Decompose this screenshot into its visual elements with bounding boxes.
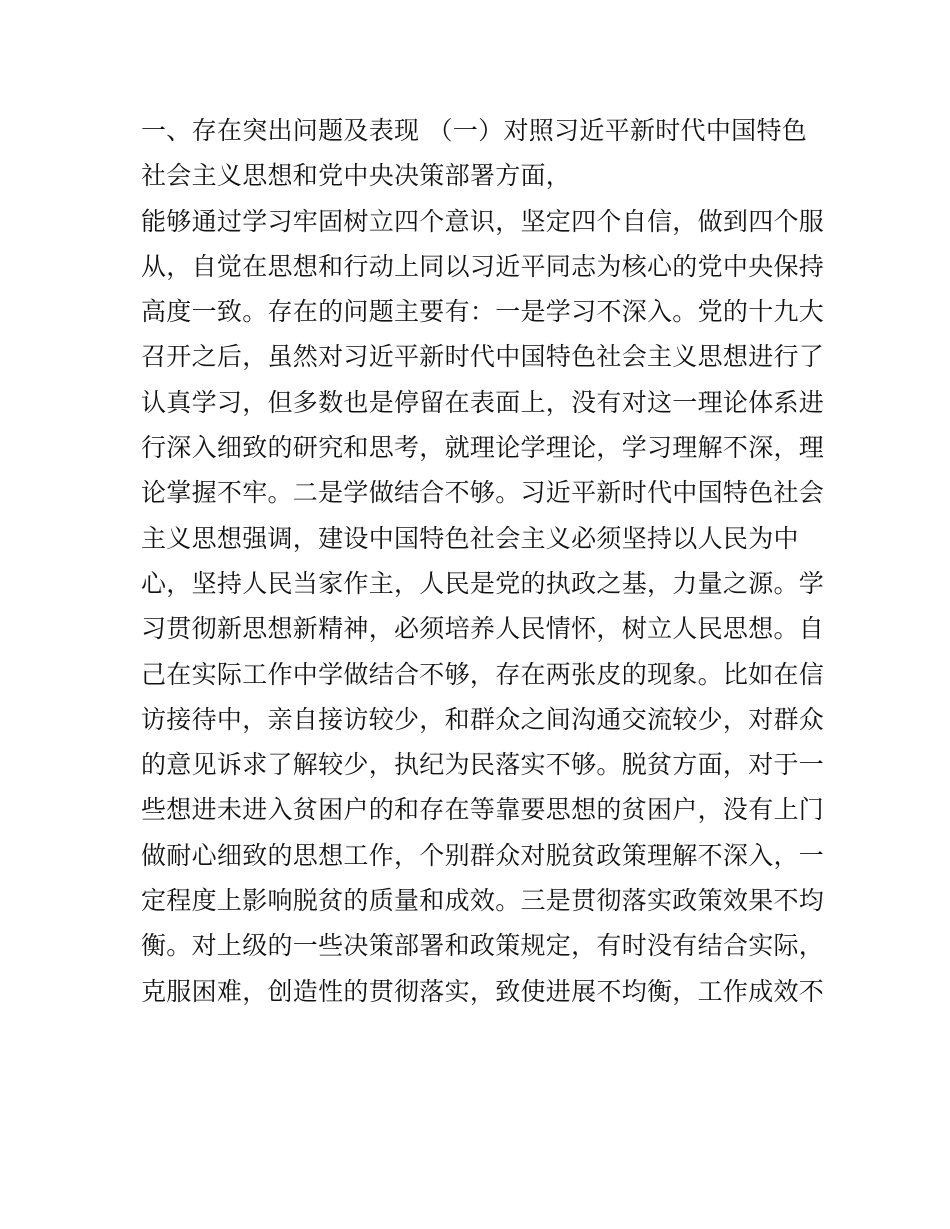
text-line: 访接待中，亲自接访较少，和群众之间沟通交流较少，对群众	[141, 704, 825, 734]
text-line: 些想进未进入贫困户的和存在等靠要思想的贫困户，没有上门	[141, 795, 825, 825]
text-line: 的意见诉求了解较少，执纪为民落实不够。脱贫方面，对于一	[141, 750, 825, 780]
text-line: 克服困难，创造性的贯彻落实，致使进展不均衡，工作成效不	[141, 976, 825, 1006]
text-line: 一、存在突出问题及表现 （一）对照习近平新时代中国特色	[141, 116, 808, 145]
text-line: 己在实际工作中学做结合不够，存在两张皮的现象。比如在信	[141, 659, 825, 689]
text-line: 习贯彻新思想新精神，必须培养人民情怀，树立人民思想。自	[141, 614, 825, 644]
text-line: 从，自觉在思想和行动上同以习近平同志为核心的党中央保持	[141, 251, 825, 281]
text-line: 主义思想强调，建设中国特色社会主义必须坚持以人民为中	[141, 523, 799, 553]
text-line: 论掌握不牢。二是学做结合不够。习近平新时代中国特色社会	[141, 478, 825, 508]
text-line: 行深入细致的研究和思考，就理论学理论，学习理解不深，理	[141, 433, 825, 463]
text-line: 心，坚持人民当家作主，人民是党的执政之基，力量之源。学	[141, 568, 825, 598]
text-line: 做耐心细致的思想工作，个别群众对脱贫政策理解不深入，一	[141, 840, 825, 870]
text-line: 召开之后，虽然对习近平新时代中国特色社会主义思想进行了	[141, 342, 825, 372]
text-line: 高度一致。存在的问题主要有：一是学习不深入。党的十九大	[141, 297, 825, 327]
text-line: 认真学习，但多数也是停留在表面上，没有对这一理论体系进	[141, 387, 825, 417]
text-line: 能够通过学习牢固树立四个意识，坚定四个自信，做到四个服	[141, 206, 825, 236]
body-text	[141, 108, 825, 1014]
text-line: 衡。对上级的一些决策部署和政策规定，有时没有结合实际，	[141, 931, 825, 961]
text-line: 社会主义思想和党中央决策部署方面，	[141, 161, 572, 191]
text-line: 定程度上影响脱贫的质量和成效。三是贯彻落实政策效果不均	[141, 886, 825, 916]
